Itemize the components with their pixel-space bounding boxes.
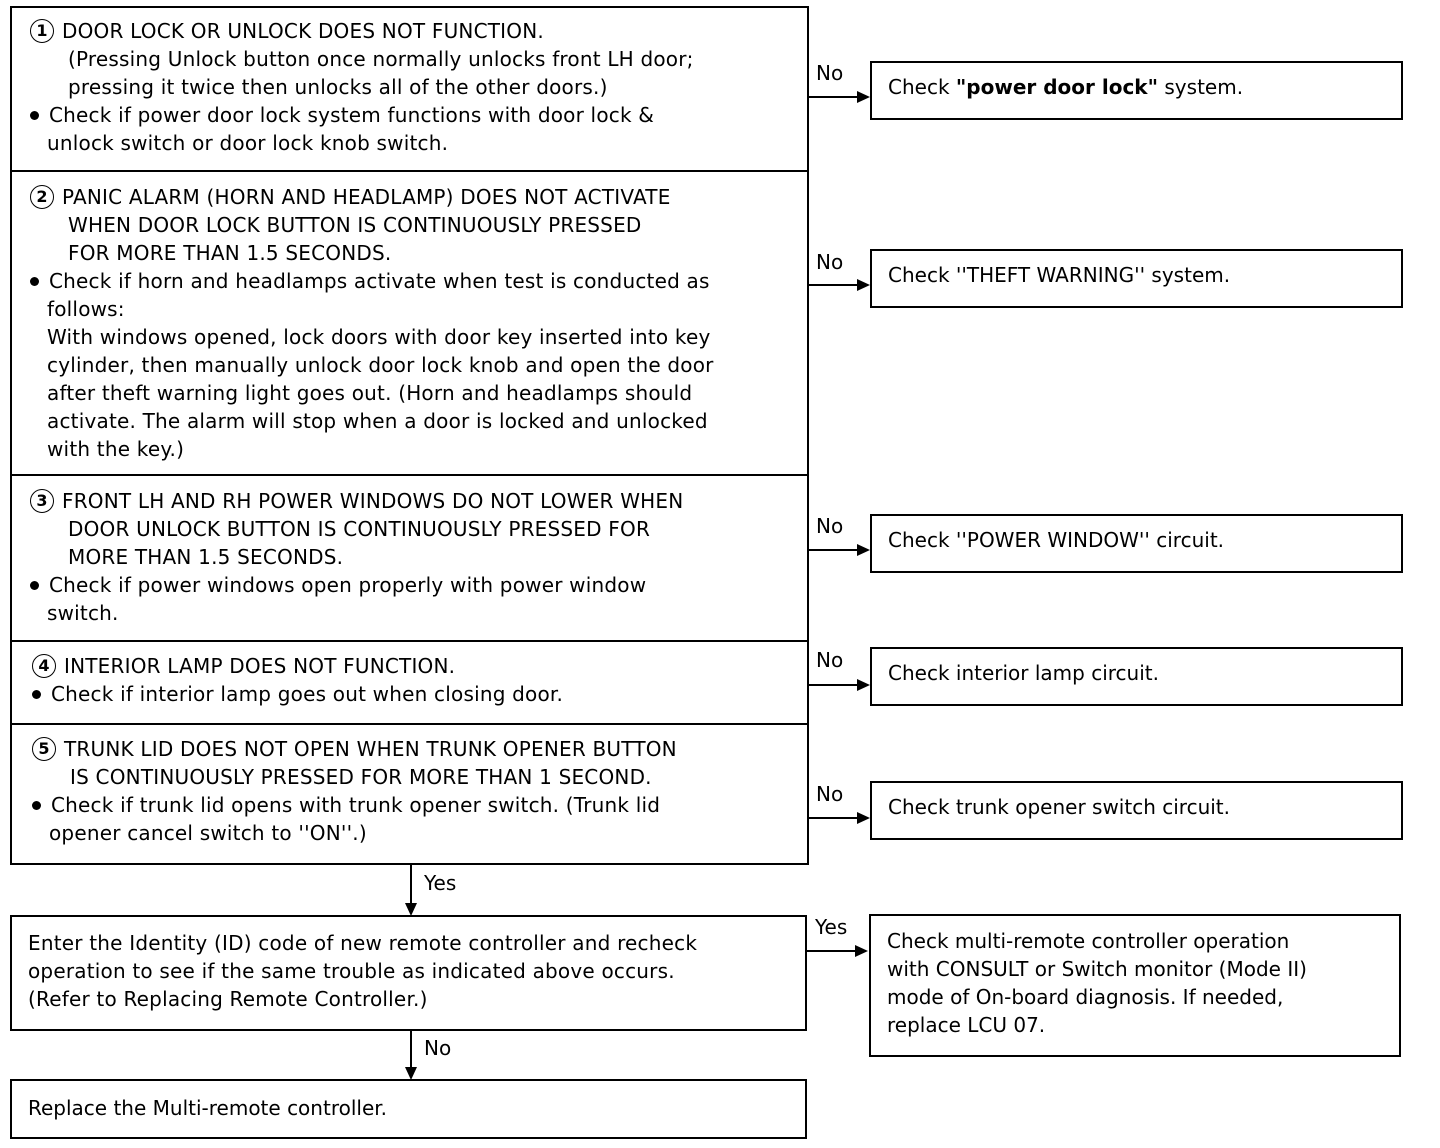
- bullet-icon: [30, 111, 39, 120]
- replace-text: Replace the Multi-remote controller.: [28, 1096, 387, 1120]
- arrow-head-icon: [857, 91, 870, 103]
- bullet-icon: [30, 277, 39, 286]
- check-3-bullet-line: switch.: [47, 601, 119, 625]
- step-number-4: 4: [32, 654, 56, 678]
- check-3-result-text: Check ''POWER WINDOW'' circuit.: [888, 528, 1225, 552]
- check-2-bullet-line: cylinder, then manually unlock door lock knob and open the door: [47, 353, 714, 377]
- check-2-title-line: 2 PANIC ALARM (HORN AND HEADLAMP) DOES NOT ACTIVATE: [30, 183, 714, 211]
- check-1-title-line: 1 DOOR LOCK OR UNLOCK DOES NOT FUNCTION.: [30, 17, 694, 45]
- step-number-1: 1: [30, 19, 54, 43]
- check-4-no-label: No: [816, 648, 844, 672]
- consult-line: replace LCU 07.: [887, 1013, 1046, 1037]
- check-5-bullet-line: opener cancel switch to ''ON''.): [49, 821, 367, 845]
- check-4-text: [32, 652, 563, 708]
- check-1-title-line: pressing it twice then unlocks all of the other doors.): [68, 75, 608, 99]
- check-5-result-text: Check trunk opener switch circuit.: [888, 795, 1231, 819]
- check-3-title-line: DOOR UNLOCK BUTTON IS CONTINUOUSLY PRESSED FOR: [68, 517, 651, 541]
- check-4-bullet-line: Check if interior lamp goes out when closing door.: [32, 680, 563, 708]
- bullet-icon: [30, 581, 39, 590]
- power-door-lock-emphasis: "power door lock": [955, 75, 1159, 99]
- id-code-text: [28, 929, 697, 1013]
- check-1-bullet-line: Check if power door lock system functions with door lock &: [30, 101, 694, 129]
- yes-label-2: Yes: [815, 915, 848, 939]
- check-1-no-arrow: [809, 96, 859, 98]
- no-down-arrow: [410, 1031, 412, 1069]
- check-3-no-label: No: [816, 514, 844, 538]
- consult-line: Check multi-remote controller operation: [887, 929, 1290, 953]
- check-2-no-label: No: [816, 250, 844, 274]
- check-4-title-line: 4 INTERIOR LAMP DOES NOT FUNCTION.: [32, 652, 563, 680]
- check-2-title-line: WHEN DOOR LOCK BUTTON IS CONTINUOUSLY PRESSED: [68, 213, 642, 237]
- check-3-bullet-line: Check if power windows open properly with power window: [30, 571, 683, 599]
- check-1-bullet-line: unlock switch or door lock knob switch.: [47, 131, 449, 155]
- id-code-line: operation to see if the same trouble as indicated above occurs.: [28, 959, 675, 983]
- check-3-title-line: 3 FRONT LH AND RH POWER WINDOWS DO NOT LOWER WHEN: [30, 487, 683, 515]
- step-number-2: 2: [30, 185, 54, 209]
- arrow-head-icon: [857, 812, 870, 824]
- check-2-bullet-line: with the key.): [47, 437, 185, 461]
- check-4-no-arrow: [809, 684, 859, 686]
- arrow-head-icon: [857, 544, 870, 556]
- check-5-bullet-line: Check if trunk lid opens with trunk opener switch. (Trunk lid: [32, 791, 677, 819]
- check-2-bullet-line: after theft warning light goes out. (Horn and headlamps should: [47, 381, 693, 405]
- bullet-icon: [32, 690, 41, 699]
- check-2-no-arrow: [809, 284, 859, 286]
- check-3-no-arrow: [809, 549, 859, 551]
- check-2-bullet-line: follows:: [47, 297, 125, 321]
- check-5-no-label: No: [816, 782, 844, 806]
- check-2-text: [30, 183, 714, 463]
- arrow-head-icon: [855, 945, 868, 957]
- id-code-line: Enter the Identity (ID) code of new remote controller and recheck: [28, 931, 698, 955]
- check-5-text: [32, 735, 677, 847]
- check-3-text: [30, 487, 683, 627]
- consult-line: with CONSULT or Switch monitor (Mode II): [887, 957, 1307, 981]
- check-2-bullet-line: Check if horn and headlamps activate when test is conducted as: [30, 267, 714, 295]
- check-1-no-label: No: [816, 61, 844, 85]
- check-2-title-line: FOR MORE THAN 1.5 SECONDS.: [68, 241, 392, 265]
- check-4-result-text: Check interior lamp circuit.: [888, 661, 1159, 685]
- check-5-title-line: IS CONTINUOUSLY PRESSED FOR MORE THAN 1 SECOND.: [70, 765, 652, 789]
- check-2-bullet-line: activate. The alarm will stop when a door is locked and unlocked: [47, 409, 708, 433]
- yes-down-arrow: [410, 865, 412, 905]
- yes-label-1: Yes: [424, 871, 457, 895]
- check-3-title-line: MORE THAN 1.5 SECONDS.: [68, 545, 344, 569]
- step-number-5: 5: [32, 737, 56, 761]
- arrow-head-icon: [857, 679, 870, 691]
- bullet-icon: [32, 801, 41, 810]
- arrow-head-icon: [857, 279, 870, 291]
- yes-right-arrow: [807, 950, 857, 952]
- check-1-title-line: (Pressing Unlock button once normally unlocks front LH door;: [68, 47, 694, 71]
- check-1-result-text: Check "power door lock" system.: [888, 75, 1244, 99]
- check-2-result-text: Check ''THEFT WARNING'' system.: [888, 263, 1231, 287]
- consult-line: mode of On-board diagnosis. If needed,: [887, 985, 1284, 1009]
- check-5-no-arrow: [809, 817, 859, 819]
- consult-text: [887, 927, 1307, 1039]
- check-1-text: [30, 17, 694, 157]
- step-number-3: 3: [30, 489, 54, 513]
- no-label-final: No: [424, 1036, 452, 1060]
- check-2-bullet-line: With windows opened, lock doors with door key inserted into key: [47, 325, 711, 349]
- id-code-line: (Refer to Replacing Remote Controller.): [28, 987, 428, 1011]
- check-5-title-line: 5 TRUNK LID DOES NOT OPEN WHEN TRUNK OPENER BUTTON: [32, 735, 677, 763]
